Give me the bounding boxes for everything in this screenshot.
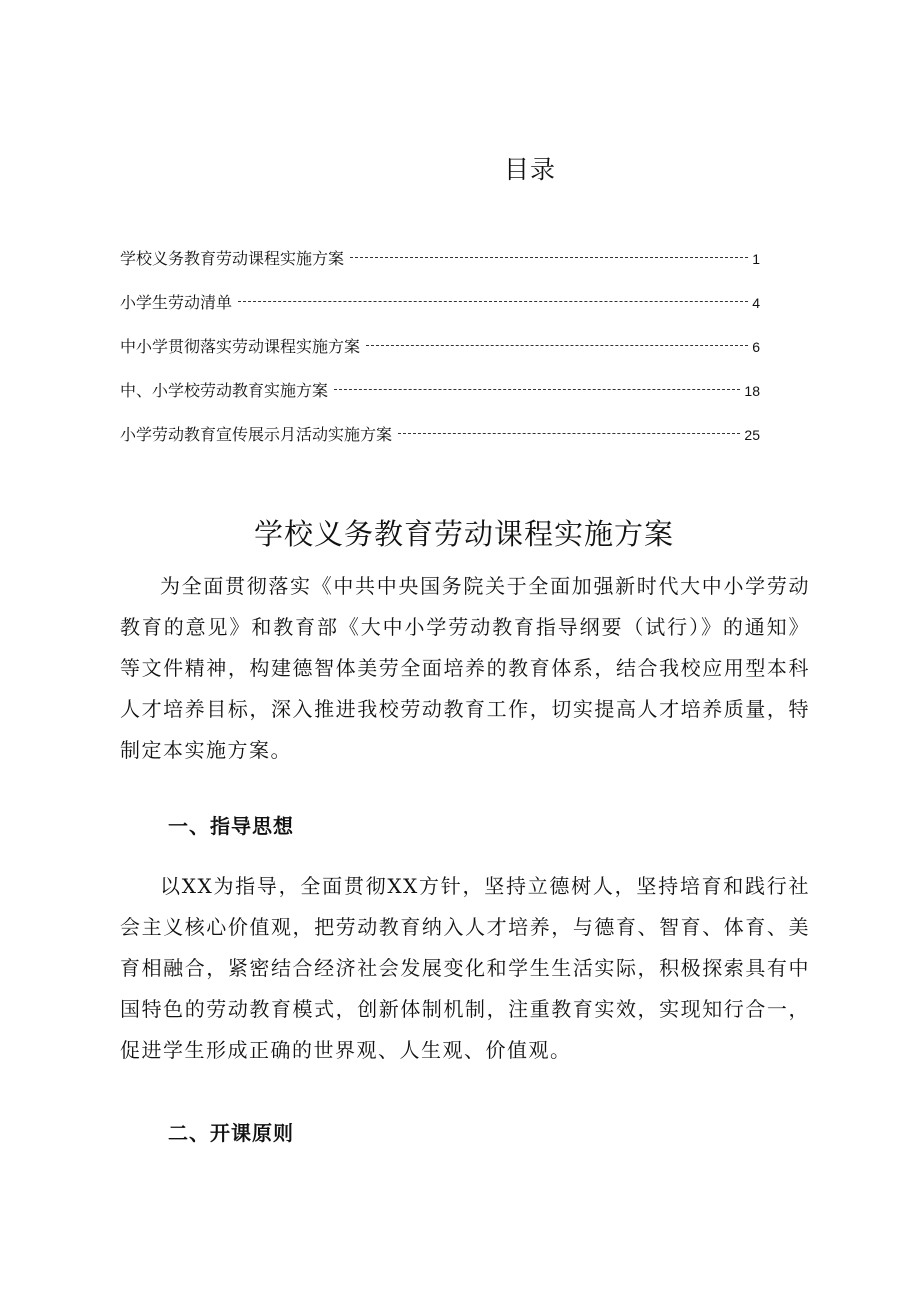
document-title: 学校义务教育劳动课程实施方案 — [253, 517, 674, 551]
section-heading-course-principles: 二、开课原则 — [168, 1121, 294, 1145]
toc-title: 目录 — [503, 155, 556, 184]
toc-entry-page: 6 — [752, 339, 760, 355]
toc-entry-title: 小学劳动教育宣传展示月活动实施方案 — [120, 425, 393, 444]
toc-entry[interactable] — [120, 334, 760, 378]
section-paragraph-guiding-ideology: 以XX为指导，全面贯彻XX方针，坚持立德树人，坚持培育和践行社会主义核心价值观，把劳动教育纳入人才培养，与德育、智育、体育、美育相融合，紧密结合经济社会发展变化和学生生活实际，积极探索具有中国特色的劳动教育模式，创新体制机制，注重教育实效，实现知行合一，促进学生形成正确的世界观、人生观、价值观。 — [120, 874, 810, 1062]
table-of-contents — [120, 246, 760, 466]
toc-entry-page: 1 — [752, 251, 760, 267]
toc-entry[interactable] — [120, 422, 760, 466]
toc-dot-leader — [238, 301, 748, 302]
toc-entry[interactable] — [120, 246, 760, 290]
toc-entry[interactable] — [120, 290, 760, 334]
toc-entry-title: 学校义务教育劳动课程实施方案 — [120, 249, 345, 268]
section-heading-guiding-ideology: 一、指导思想 — [168, 814, 294, 838]
toc-entry-page: 25 — [744, 427, 760, 443]
toc-entry[interactable] — [120, 378, 760, 422]
toc-dot-leader — [350, 257, 748, 258]
intro-paragraph: 为全面贯彻落实《中共中央国务院关于全面加强新时代大中小学劳动教育的意见》和教育部《大中小学劳动教育指导纲要（试行）》的通知》等文件精神，构建德智体美劳全面培养的教育体系，结合我校应用型本科人才培养目标，深入推进我校劳动教育工作，切实提高人才培养质量，特制定本实施方案。 — [120, 574, 810, 762]
toc-entry-title: 中、小学校劳动教育实施方案 — [120, 381, 329, 400]
toc-entry-page: 18 — [744, 383, 760, 399]
toc-dot-leader — [366, 345, 748, 346]
toc-entry-title: 中小学贯彻落实劳动课程实施方案 — [120, 337, 361, 356]
toc-entry-page: 4 — [752, 295, 760, 311]
toc-entry-title: 小学生劳动清单 — [120, 293, 233, 312]
toc-dot-leader — [334, 389, 740, 390]
toc-dot-leader — [398, 433, 740, 434]
